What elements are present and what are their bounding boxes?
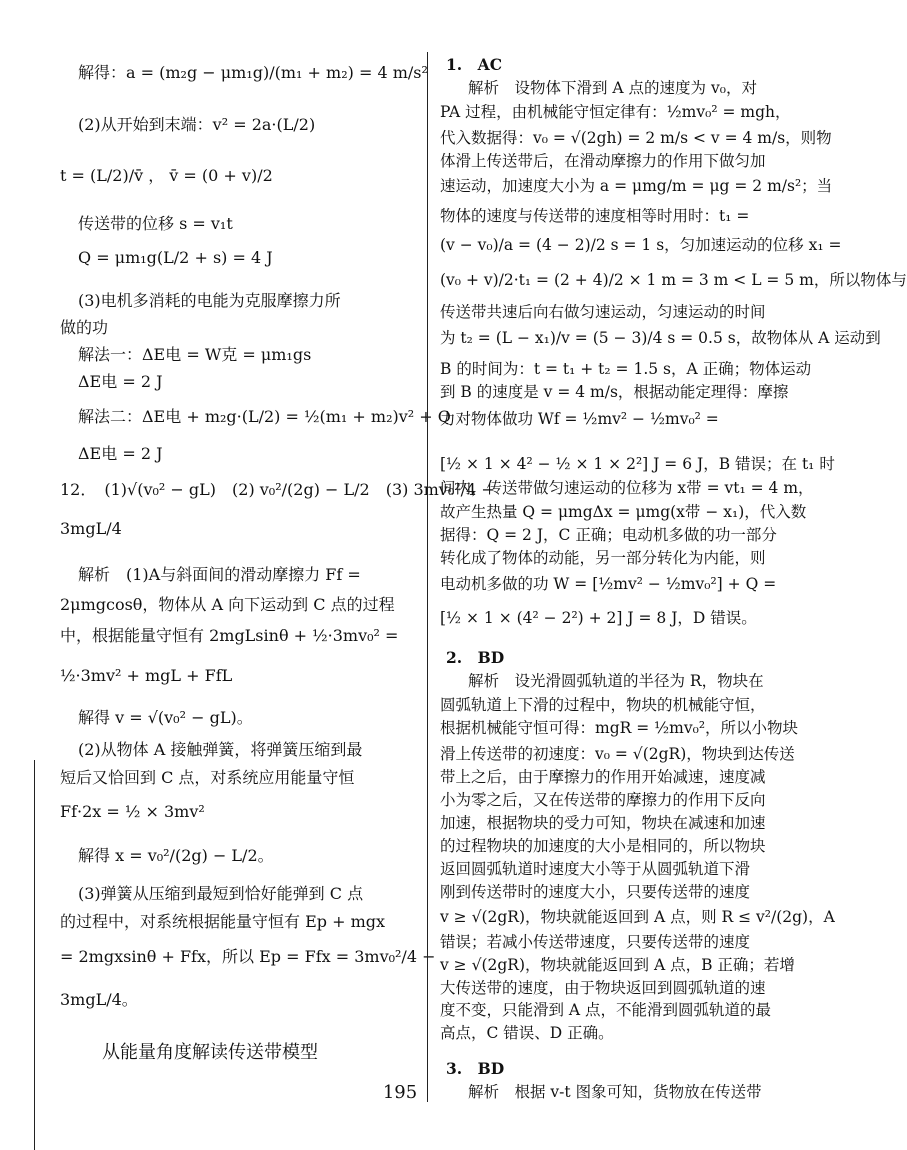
text-line: ΔE电 = 2 J <box>78 444 163 463</box>
text-line: 代入数据得：v₀ = √(2gh) = 2 m/s < v = 4 m/s，则物 <box>440 129 832 147</box>
text-line: = 2mgxsinθ + Ffx，所以 Ep = Ffx = 3mv₀²/4 − <box>60 947 436 966</box>
text-line: 短后又恰回到 C 点，对系统应用能量守恒 <box>60 768 355 787</box>
text-line: 解析 (1)A与斜面间的滑动摩擦力 Ff = <box>78 565 361 584</box>
text-line: Q = μm₁g(L/2 + s) = 4 J <box>78 248 273 267</box>
text-line: 中，根据能量守恒有 2mgLsinθ + ½·3mv₀² = <box>60 626 399 645</box>
text-line: 传送带共速后向右做匀速运动，匀速运动的时间 <box>440 303 766 321</box>
text-line: 为 t₂ = (L − x₁)/v = (5 − 3)/4 s = 0.5 s，故物体从 A 运动到 <box>440 329 881 347</box>
text-line: ΔE电 = 2 J <box>78 372 163 391</box>
text-line: v ≥ √(2gR)，物块就能返回到 A 点，则 R ≤ v²/(2g)，A <box>440 908 835 926</box>
text-line: 的过程物块的加速度的大小是相同的，所以物块 <box>440 837 766 855</box>
text-line: ½·3mv² + mgL + FfL <box>60 666 233 685</box>
text-line: 解析 根据 v-t 图象可知，货物放在传送带 <box>468 1083 762 1101</box>
text-line: 解得 v = √(v₀² − gL)。 <box>78 708 253 727</box>
text-line: 解法二：ΔE电 + m₂g·(L/2) = ½(m₁ + m₂)v² + Q <box>78 407 451 426</box>
answer-heading: 1. AC <box>446 55 503 74</box>
text-line: 体滑上传送带后，在滑动摩擦力的作用下做匀加 <box>440 152 766 170</box>
section-title: 从能量角度解读传送带模型 <box>102 1042 318 1063</box>
text-line: (2)从开始到末端：v² = 2a·(L/2) <box>78 115 316 134</box>
text-line: 刚到传送带时的速度大小，只要传送带的速度 <box>440 883 751 901</box>
text-line: 高点，C 错误、D 正确。 <box>440 1024 614 1042</box>
text-line: 带上之后，由于摩擦力的作用开始减速，速度减 <box>440 768 766 786</box>
text-line: 电动机多做的功 W = [½mv² − ½mv₀²] + Q = <box>440 575 777 593</box>
text-line: (3)弹簧从压缩到最短到恰好能弹到 C 点 <box>78 884 364 903</box>
text-line: (2)从物体 A 接触弹簧，将弹簧压缩到最 <box>78 740 363 759</box>
text-line: 度不变，只能滑到 A 点，不能滑到圆弧轨道的最 <box>440 1001 772 1019</box>
text-line: 传送带的位移 s = v₁t <box>78 214 233 233</box>
text-line: 滑上传送带的初速度：v₀ = √(2gR)，物块到达传送 <box>440 745 795 763</box>
text-line: 解析 设光滑圆弧轨道的半径为 R，物块在 <box>468 672 764 690</box>
text-line: (v − v₀)/a = (4 − 2)/2 s = 1 s，匀加速运动的位移 x₁ = <box>440 236 842 254</box>
text-line: [½ × 1 × (4² − 2²) + 2] J = 8 J，D 错误。 <box>440 609 757 627</box>
text-line: 故产生热量 Q = μmgΔx = μmg(x带 − x₁)，代入数 <box>440 503 807 521</box>
text-line: 力对物体做功 Wf = ½mv² − ½mv₀² = <box>440 410 719 428</box>
text-line: v ≥ √(2gR)，物块就能返回到 A 点，B 正确；若增 <box>440 956 795 974</box>
text-line: 解得 x = v₀²/(2g) − L/2。 <box>78 846 274 865</box>
page-number: 195 <box>382 1082 418 1103</box>
text-line: 物体的速度与传送带的速度相等时用时：t₁ = <box>440 207 750 225</box>
text-line: 解法一：ΔE电 = W克 = μm₁gs <box>78 345 312 364</box>
text-line: [½ × 1 × 4² − ½ × 1 × 2²] J = 6 J，B 错误；在 t₁ 时 <box>440 455 835 473</box>
text-line: 加速，根据物块的受力可知，物块在减速和加速 <box>440 814 766 832</box>
text-line: B 的时间为：t = t₁ + t₂ = 1.5 s，A 正确；物体运动 <box>440 360 812 378</box>
text-line: PA 过程，由机械能守恒定律有：½mv₀² = mgh， <box>440 103 791 121</box>
text-line: 间内，传送带做匀速运动的位移为 x带 = vt₁ = 4 m， <box>440 479 814 497</box>
text-line: 转化成了物体的动能，另一部分转化为内能，则 <box>440 549 766 567</box>
text-line: 速运动，加速度大小为 a = μmg/m = μg = 2 m/s²；当 <box>440 177 833 195</box>
answer-heading: 3. BD <box>446 1059 505 1078</box>
text-line: t = (L/2)/v̄ ， v̄ = (0 + v)/2 <box>60 166 273 185</box>
text-line: 错误；若减小传送带速度，只要传送带的速度 <box>440 933 751 951</box>
text-line: 3mgL/4。 <box>60 990 138 1009</box>
column-divider <box>427 52 428 1102</box>
text-line: 解得：a = (m₂g − μm₁g)/(m₁ + m₂) = 4 m/s² <box>78 63 428 82</box>
text-line: 2μmgcosθ，物体从 A 向下运动到 C 点的过程 <box>60 595 395 614</box>
text-line: 小为零之后，又在传送带的摩擦力的作用下反向 <box>440 791 766 809</box>
text-line: 返回圆弧轨道时速度大小等于从圆弧轨道下滑 <box>440 860 751 878</box>
text-line: 圆弧轨道上下滑的过程中，物块的机械能守恒， <box>440 696 766 714</box>
text-line: 到 B 的速度是 v = 4 m/s，根据动能定理得：摩擦 <box>440 383 789 401</box>
text-line: Ff·2x = ½ × 3mv² <box>60 802 205 821</box>
text-line: 据得：Q = 2 J，C 正确；电动机多做的功一部分 <box>440 526 777 544</box>
answer-heading: 2. BD <box>446 648 505 667</box>
text-line: 3mgL/4 <box>60 519 122 538</box>
text-line: 大传送带的速度，由于物块返回到圆弧轨道的速 <box>440 979 766 997</box>
text-line: (3)电机多消耗的电能为克服摩擦力所 <box>78 291 341 310</box>
text-line: 解析 设物体下滑到 A 点的速度为 v₀，对 <box>468 79 757 97</box>
text-line: 做的功 <box>60 318 109 337</box>
text-line: (v₀ + v)/2·t₁ = (2 + 4)/2 × 1 m = 3 m < L = 5 m，所以物体与 <box>440 271 907 289</box>
text-line: 根据机械能守恒可得：mgR = ½mv₀²，所以小物块 <box>440 719 799 737</box>
text-line: 的过程中，对系统根据能量守恒有 Ep + mgx <box>60 912 386 931</box>
text-line: 12． (1)√(v₀² − gL) (2) v₀²/(2g) − L/2 (3) 3mv₀²/4 − <box>60 480 495 499</box>
